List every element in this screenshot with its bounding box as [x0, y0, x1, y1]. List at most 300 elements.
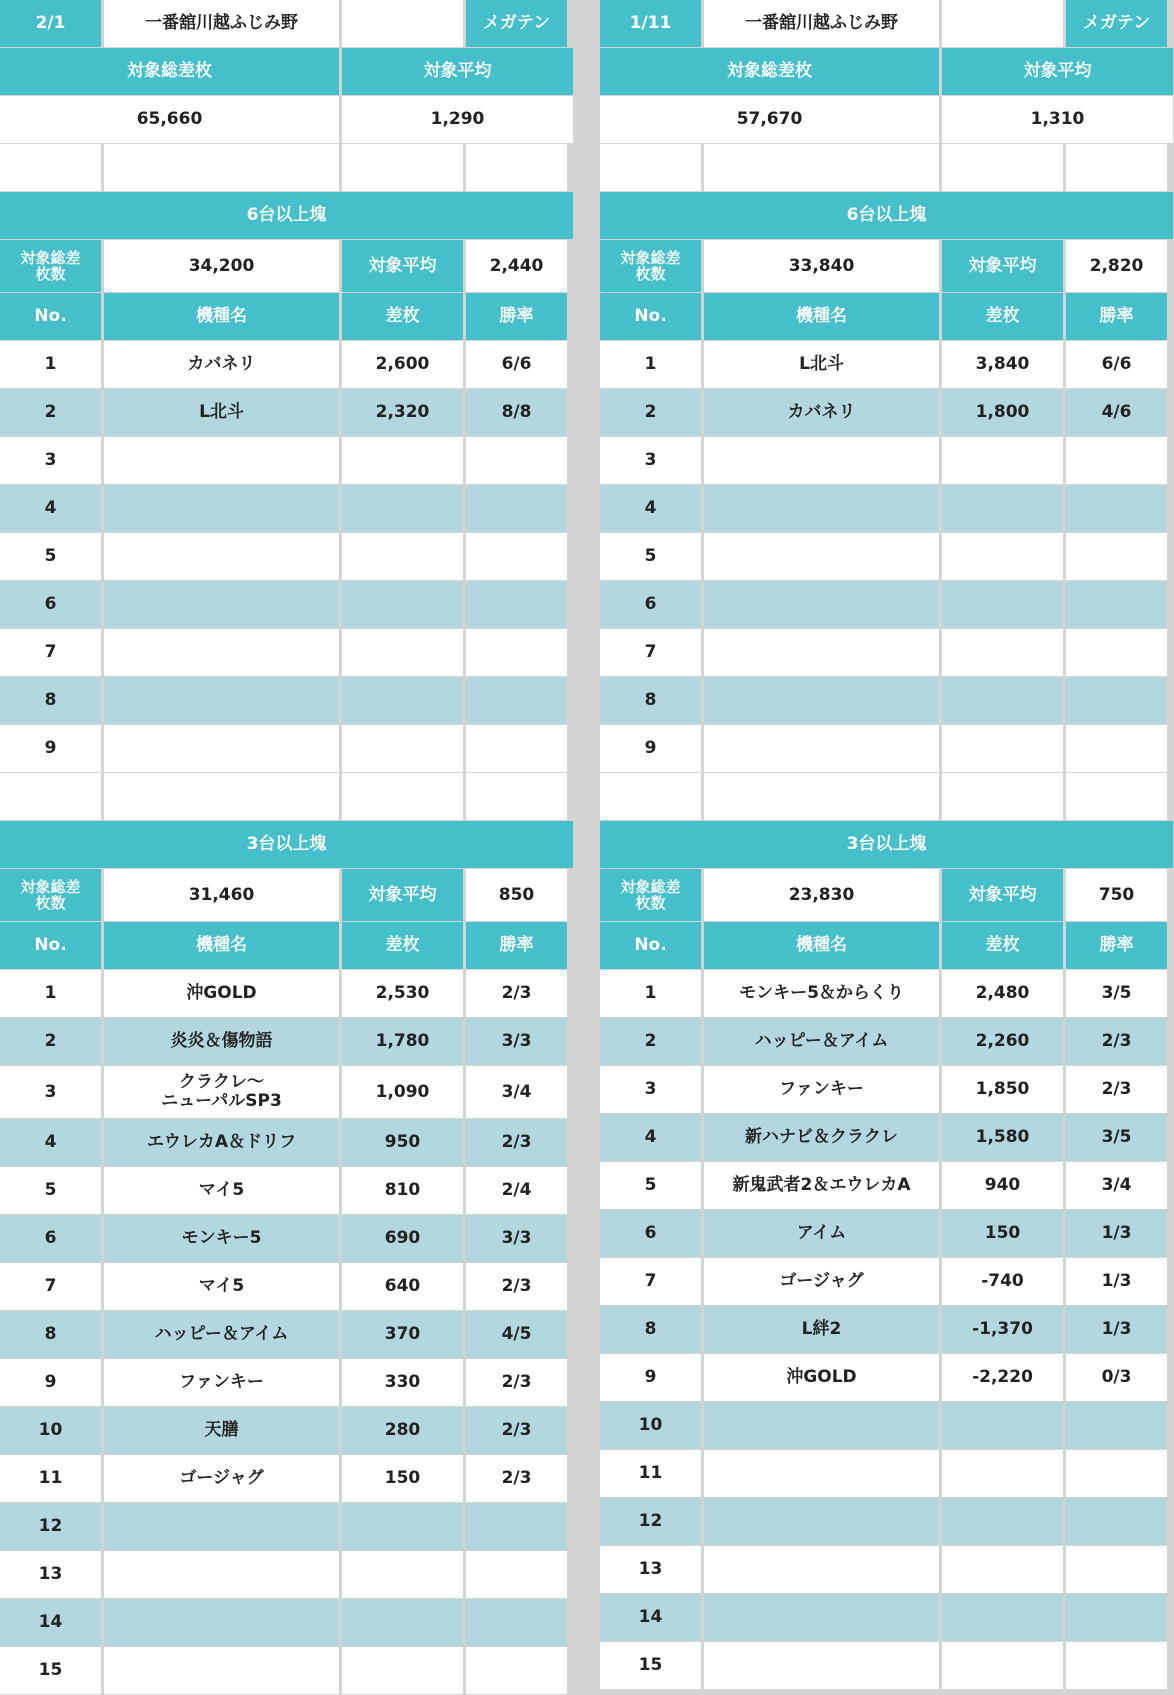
- row-diff: [942, 437, 1063, 484]
- row-diff: 810: [342, 1167, 463, 1214]
- row-machine-name: 炎炎＆傷物語: [104, 1018, 339, 1065]
- row-win-rate: 2/3: [466, 1263, 567, 1310]
- row-no: 8: [600, 677, 701, 724]
- row-diff: [342, 1503, 463, 1550]
- row-win-rate: 6/6: [1066, 341, 1167, 388]
- row-diff: 150: [342, 1455, 463, 1502]
- blank-cell: [704, 773, 939, 820]
- section-summary-row: [0, 240, 573, 292]
- row-diff: [342, 1599, 463, 1646]
- table-row: [0, 389, 573, 436]
- row-win-rate: [1066, 437, 1167, 484]
- row-diff: 1,780: [342, 1018, 463, 1065]
- table-row: [600, 1210, 1173, 1257]
- row-machine-name: [104, 1551, 339, 1598]
- table-row: [0, 1503, 573, 1550]
- table-row: [600, 1498, 1173, 1545]
- row-win-rate: 3/3: [466, 1215, 567, 1262]
- summary-header-row: [0, 48, 573, 95]
- table-row: [0, 1119, 573, 1166]
- section-total-value: 23,830: [704, 869, 939, 921]
- row-no: 14: [0, 1599, 101, 1646]
- table-row: [0, 1215, 573, 1262]
- row-win-rate: 1/3: [1066, 1306, 1167, 1353]
- row-diff: [342, 485, 463, 532]
- row-no: 5: [0, 533, 101, 580]
- left-panel: [0, 0, 573, 1695]
- row-win-rate: 2/3: [466, 1455, 567, 1502]
- row-no: 3: [600, 437, 701, 484]
- row-win-rate: [1066, 581, 1167, 628]
- row-no: 10: [600, 1402, 701, 1449]
- row-diff: [342, 629, 463, 676]
- row-no: 1: [600, 970, 701, 1017]
- summary-avg-header: 対象平均: [942, 48, 1173, 95]
- table-row: [0, 341, 573, 388]
- row-no: 6: [600, 581, 701, 628]
- row-machine-name: 新ハナビ＆クラクレ: [704, 1114, 939, 1161]
- section-total-label: 対象総差 枚数: [600, 869, 701, 921]
- col-header-no: No.: [0, 293, 101, 340]
- row-win-rate: 6/6: [466, 341, 567, 388]
- table-row: [0, 1263, 573, 1310]
- table-row: [0, 1066, 573, 1118]
- row-no: 4: [0, 1119, 101, 1166]
- summary-value-row: [0, 96, 573, 143]
- row-win-rate: [466, 1599, 567, 1646]
- col-header-name: 機種名: [704, 922, 939, 969]
- row-no: 6: [0, 581, 101, 628]
- row-machine-name: [104, 485, 339, 532]
- row-no: 11: [0, 1455, 101, 1502]
- blank-cell: [1066, 144, 1167, 191]
- row-no: 7: [600, 629, 701, 676]
- row-machine-name: エウレカA＆ドリフ: [104, 1119, 339, 1166]
- blank-cell: [942, 773, 1063, 820]
- row-win-rate: 0/3: [1066, 1354, 1167, 1401]
- blank-row: [600, 773, 1173, 820]
- section-avg-label: 対象平均: [342, 869, 463, 921]
- table-rows: [600, 970, 1173, 1689]
- row-diff: [342, 1551, 463, 1598]
- row-diff: 370: [342, 1311, 463, 1358]
- row-no: 13: [600, 1546, 701, 1593]
- row-machine-name: ハッピー＆アイム: [704, 1018, 939, 1065]
- summary-total-header: 対象総差枚: [600, 48, 939, 95]
- col-header-rate: 勝率: [466, 293, 567, 340]
- row-machine-name: [704, 1546, 939, 1593]
- row-no: 13: [0, 1551, 101, 1598]
- row-machine-name: L北斗: [704, 341, 939, 388]
- row-machine-name: カバネリ: [704, 389, 939, 436]
- row-win-rate: 3/5: [1066, 970, 1167, 1017]
- col-header-rate: 勝率: [1066, 922, 1167, 969]
- row-no: 3: [600, 1066, 701, 1113]
- row-win-rate: [1066, 725, 1167, 772]
- table-row: [0, 1311, 573, 1358]
- col-header-name: 機種名: [704, 293, 939, 340]
- row-diff: 940: [942, 1162, 1063, 1209]
- row-no: 11: [600, 1450, 701, 1497]
- store-name: 一番舘川越ふじみ野: [104, 0, 339, 47]
- row-no: 15: [0, 1647, 101, 1694]
- row-machine-name: [704, 533, 939, 580]
- row-machine-name: [704, 1498, 939, 1545]
- row-win-rate: [1066, 1402, 1167, 1449]
- blank-cell: [600, 144, 701, 191]
- row-win-rate: [1066, 629, 1167, 676]
- row-diff: 1,800: [942, 389, 1063, 436]
- row-win-rate: 3/5: [1066, 1114, 1167, 1161]
- table-row: [0, 1018, 573, 1065]
- row-diff: 950: [342, 1119, 463, 1166]
- table-row: [600, 581, 1173, 628]
- row-no: 5: [600, 1162, 701, 1209]
- row-machine-name: [104, 1647, 339, 1694]
- row-machine-name: ゴージャグ: [104, 1455, 339, 1502]
- summary-header-row: [600, 48, 1173, 95]
- row-no: 5: [0, 1167, 101, 1214]
- table-row: [0, 533, 573, 580]
- table-row: [600, 1066, 1173, 1113]
- row-machine-name: 沖GOLD: [704, 1354, 939, 1401]
- row-machine-name: ゴージャグ: [704, 1258, 939, 1305]
- row-no: 2: [0, 389, 101, 436]
- section-title-row: [600, 821, 1173, 868]
- section-avg-value: 750: [1066, 869, 1167, 921]
- table-row: [0, 629, 573, 676]
- table-row: [0, 970, 573, 1017]
- section-total-value: 34,200: [104, 240, 339, 292]
- row-no: 1: [600, 341, 701, 388]
- row-no: 1: [0, 341, 101, 388]
- row-no: 7: [600, 1258, 701, 1305]
- section-title: 6台以上塊: [0, 192, 573, 239]
- table-row: [0, 725, 573, 772]
- table-row: [600, 970, 1173, 1017]
- table-row: [600, 1162, 1173, 1209]
- row-machine-name: [104, 677, 339, 724]
- row-diff: [342, 677, 463, 724]
- col-header-name: 機種名: [104, 922, 339, 969]
- table-row: [0, 1167, 573, 1214]
- section-title: 3台以上塊: [600, 821, 1173, 868]
- table-row: [600, 1402, 1173, 1449]
- blank-cell: [104, 773, 339, 820]
- row-machine-name: [104, 629, 339, 676]
- section-title-row: [0, 821, 573, 868]
- row-diff: 1,850: [942, 1066, 1063, 1113]
- row-win-rate: 3/3: [466, 1018, 567, 1065]
- col-header-diff: 差枚: [942, 922, 1063, 969]
- row-win-rate: [466, 629, 567, 676]
- row-machine-name: アイム: [704, 1210, 939, 1257]
- header-row: [600, 0, 1173, 47]
- table-row: [0, 677, 573, 724]
- summary-value-row: [600, 96, 1173, 143]
- section-summary-row: [600, 869, 1173, 921]
- row-win-rate: 2/3: [466, 1119, 567, 1166]
- table-row: [600, 629, 1173, 676]
- table-row: [0, 1551, 573, 1598]
- table-rows: [600, 341, 1173, 772]
- section-avg-value: 850: [466, 869, 567, 921]
- row-machine-name: L絆2: [704, 1306, 939, 1353]
- row-diff: 1,090: [342, 1066, 463, 1118]
- blank-cell: [0, 144, 101, 191]
- section-avg-label: 対象平均: [942, 869, 1063, 921]
- table-row: [600, 1546, 1173, 1593]
- section-avg-label: 対象平均: [942, 240, 1063, 292]
- header-row: [0, 0, 573, 47]
- six-section: [0, 192, 573, 772]
- section-summary-row: [0, 869, 573, 921]
- table-row: [0, 1455, 573, 1502]
- table-row: [600, 1258, 1173, 1305]
- section-summary-row: [600, 240, 1173, 292]
- blank-cell: [104, 144, 339, 191]
- blank-cell: [342, 773, 463, 820]
- row-no: 9: [0, 1359, 101, 1406]
- summary-avg-header: 対象平均: [342, 48, 573, 95]
- row-win-rate: 2/3: [466, 1359, 567, 1406]
- row-machine-name: 新鬼武者2＆エウレカA: [704, 1162, 939, 1209]
- row-diff: [942, 1642, 1063, 1689]
- row-machine-name: 沖GOLD: [104, 970, 339, 1017]
- row-win-rate: [1066, 1642, 1167, 1689]
- section-total-label: 対象総差 枚数: [0, 869, 101, 921]
- row-diff: [942, 1450, 1063, 1497]
- row-diff: [342, 437, 463, 484]
- section-title: 3台以上塊: [0, 821, 573, 868]
- table-row: [600, 1018, 1173, 1065]
- row-win-rate: [1066, 1594, 1167, 1641]
- table-rows: [0, 341, 573, 772]
- blank-row: [0, 144, 573, 191]
- table-row: [600, 1450, 1173, 1497]
- row-win-rate: [1066, 1498, 1167, 1545]
- row-diff: -740: [942, 1258, 1063, 1305]
- section-title: 6台以上塊: [600, 192, 1173, 239]
- row-win-rate: [466, 1551, 567, 1598]
- column-header-row: [0, 293, 573, 340]
- blank-cell: [0, 773, 101, 820]
- row-win-rate: 2/3: [1066, 1018, 1167, 1065]
- row-machine-name: [704, 629, 939, 676]
- row-no: 3: [0, 1066, 101, 1118]
- blank-cell: [466, 144, 567, 191]
- table-row: [600, 437, 1173, 484]
- row-no: 8: [0, 677, 101, 724]
- row-win-rate: 1/3: [1066, 1258, 1167, 1305]
- row-win-rate: [466, 1647, 567, 1694]
- row-no: 15: [600, 1642, 701, 1689]
- row-no: 6: [600, 1210, 701, 1257]
- row-win-rate: [466, 437, 567, 484]
- row-machine-name: [704, 581, 939, 628]
- spacer-cell: [942, 0, 1063, 47]
- row-machine-name: [104, 581, 339, 628]
- row-win-rate: 2/3: [466, 1407, 567, 1454]
- row-machine-name: [104, 533, 339, 580]
- row-machine-name: [104, 1503, 339, 1550]
- row-diff: [942, 1546, 1063, 1593]
- row-win-rate: [1066, 677, 1167, 724]
- section-avg-value: 2,820: [1066, 240, 1167, 292]
- row-no: 12: [600, 1498, 701, 1545]
- row-diff: 2,530: [342, 970, 463, 1017]
- table-row: [600, 485, 1173, 532]
- row-machine-name: [104, 725, 339, 772]
- col-header-name: 機種名: [104, 293, 339, 340]
- table-row: [600, 725, 1173, 772]
- row-win-rate: [1066, 1546, 1167, 1593]
- table-row: [600, 341, 1173, 388]
- col-header-rate: 勝率: [466, 922, 567, 969]
- row-diff: 2,260: [942, 1018, 1063, 1065]
- column-header-row: [0, 922, 573, 969]
- table-row: [600, 1594, 1173, 1641]
- row-no: 3: [0, 437, 101, 484]
- row-no: 9: [600, 1354, 701, 1401]
- col-header-no: No.: [0, 922, 101, 969]
- blank-cell: [1066, 773, 1167, 820]
- section-total-value: 33,840: [704, 240, 939, 292]
- row-diff: [342, 1647, 463, 1694]
- section-title-row: [600, 192, 1173, 239]
- column-header-row: [600, 922, 1173, 969]
- col-header-no: No.: [600, 293, 701, 340]
- section-total-label: 対象総差 枚数: [600, 240, 701, 292]
- row-no: 9: [0, 725, 101, 772]
- row-diff: [942, 1498, 1063, 1545]
- row-machine-name: [704, 1594, 939, 1641]
- three-section: [600, 821, 1173, 1689]
- row-machine-name: [704, 1642, 939, 1689]
- row-win-rate: 3/4: [1066, 1162, 1167, 1209]
- column-header-row: [600, 293, 1173, 340]
- row-machine-name: カバネリ: [104, 341, 339, 388]
- table-row: [600, 1642, 1173, 1689]
- row-machine-name: クラクレ～ ニューパルSP3: [104, 1066, 339, 1118]
- blank-cell: [942, 144, 1063, 191]
- table-row: [0, 1599, 573, 1646]
- row-diff: [942, 629, 1063, 676]
- row-no: 4: [600, 1114, 701, 1161]
- six-section: [600, 192, 1173, 772]
- row-diff: 3,840: [942, 341, 1063, 388]
- row-diff: [342, 533, 463, 580]
- row-win-rate: [466, 725, 567, 772]
- row-no: 14: [600, 1594, 701, 1641]
- row-diff: 2,480: [942, 970, 1063, 1017]
- row-diff: [342, 725, 463, 772]
- row-diff: [942, 677, 1063, 724]
- row-no: 5: [600, 533, 701, 580]
- section-total-label: 対象総差 枚数: [0, 240, 101, 292]
- row-machine-name: [104, 1599, 339, 1646]
- table-row: [0, 1407, 573, 1454]
- row-win-rate: 2/4: [466, 1167, 567, 1214]
- row-diff: 640: [342, 1263, 463, 1310]
- row-no: 7: [0, 629, 101, 676]
- row-no: 10: [0, 1407, 101, 1454]
- row-diff: 2,320: [342, 389, 463, 436]
- summary-total-value: 57,670: [600, 96, 939, 143]
- row-win-rate: 2/3: [1066, 1066, 1167, 1113]
- row-diff: 150: [942, 1210, 1063, 1257]
- row-no: 9: [600, 725, 701, 772]
- row-machine-name: [704, 725, 939, 772]
- row-machine-name: ファンキー: [104, 1359, 339, 1406]
- row-diff: [942, 1594, 1063, 1641]
- blank-row: [0, 773, 573, 820]
- row-win-rate: [466, 533, 567, 580]
- row-no: 2: [600, 389, 701, 436]
- date-label: 1/11: [600, 0, 701, 47]
- row-win-rate: 4/5: [466, 1311, 567, 1358]
- summary-avg-value: 1,290: [342, 96, 573, 143]
- row-machine-name: [704, 1450, 939, 1497]
- row-diff: [942, 725, 1063, 772]
- row-diff: 690: [342, 1215, 463, 1262]
- section-avg-value: 2,440: [466, 240, 567, 292]
- table-row: [600, 1114, 1173, 1161]
- row-no: 2: [0, 1018, 101, 1065]
- row-machine-name: モンキー5＆からくり: [704, 970, 939, 1017]
- table-row: [0, 485, 573, 532]
- row-diff: 1,580: [942, 1114, 1063, 1161]
- row-no: 8: [0, 1311, 101, 1358]
- col-header-diff: 差枚: [342, 293, 463, 340]
- row-win-rate: [1066, 533, 1167, 580]
- row-win-rate: [1066, 485, 1167, 532]
- section-total-value: 31,460: [104, 869, 339, 921]
- table-row: [600, 1306, 1173, 1353]
- col-header-rate: 勝率: [1066, 293, 1167, 340]
- three-section: [0, 821, 573, 1694]
- col-header-diff: 差枚: [942, 293, 1063, 340]
- row-win-rate: [466, 485, 567, 532]
- row-machine-name: マイ5: [104, 1263, 339, 1310]
- row-diff: [942, 533, 1063, 580]
- row-diff: [942, 485, 1063, 532]
- row-machine-name: ハッピー＆アイム: [104, 1311, 339, 1358]
- right-panel: [600, 0, 1173, 1690]
- row-machine-name: 天膳: [104, 1407, 339, 1454]
- row-machine-name: [104, 437, 339, 484]
- table-row: [0, 1359, 573, 1406]
- table-row: [600, 389, 1173, 436]
- row-diff: 280: [342, 1407, 463, 1454]
- summary-total-header: 対象総差枚: [0, 48, 339, 95]
- row-machine-name: [704, 437, 939, 484]
- row-machine-name: モンキー5: [104, 1215, 339, 1262]
- row-diff: 330: [342, 1359, 463, 1406]
- row-win-rate: 2/3: [466, 970, 567, 1017]
- row-no: 1: [0, 970, 101, 1017]
- event-tag: メガテン: [1066, 0, 1167, 47]
- row-machine-name: マイ5: [104, 1167, 339, 1214]
- row-machine-name: [704, 677, 939, 724]
- row-no: 7: [0, 1263, 101, 1310]
- blank-row: [600, 144, 1173, 191]
- blank-cell: [466, 773, 567, 820]
- row-diff: -1,370: [942, 1306, 1063, 1353]
- row-no: 4: [0, 485, 101, 532]
- row-diff: 2,600: [342, 341, 463, 388]
- row-machine-name: [704, 485, 939, 532]
